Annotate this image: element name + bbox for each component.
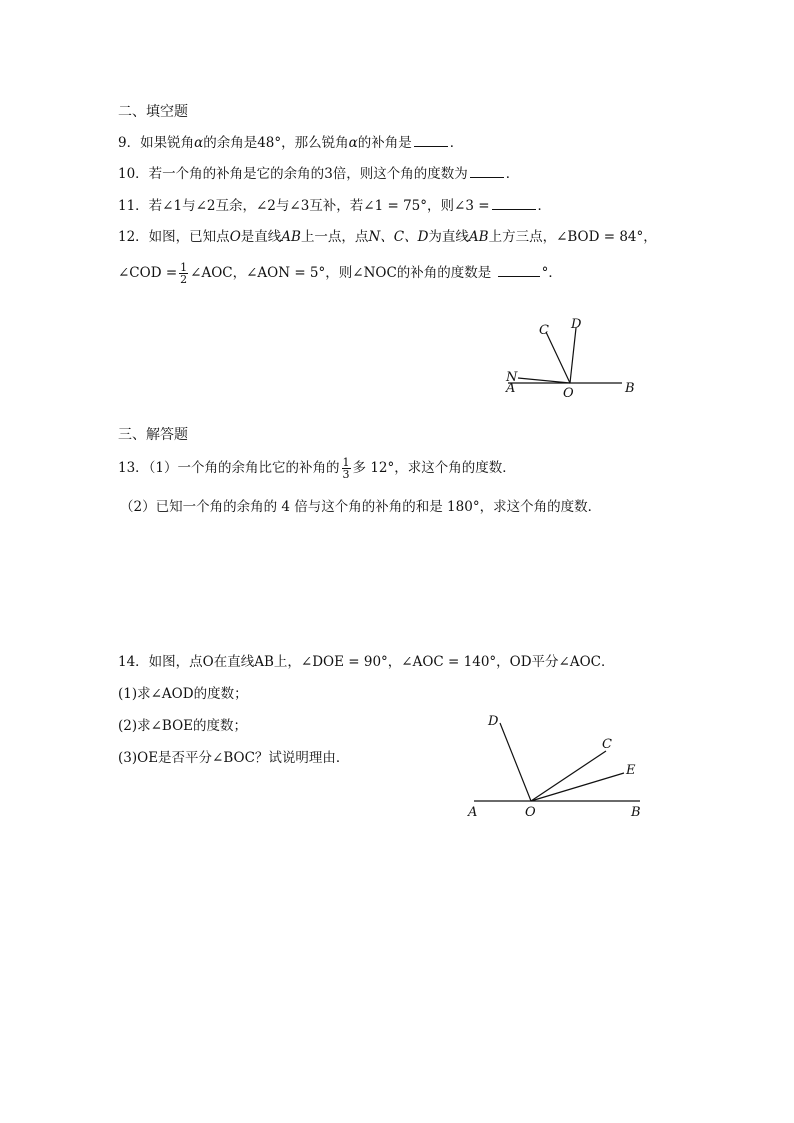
q9-text-c: ，那么锐角 [281,135,349,151]
q10-answer-blank[interactable] [470,164,504,178]
q13-text-a: 13．（1）一个角的余角比它的补角的 [118,460,340,476]
fig2-ray-od [500,723,531,801]
question-14: 14．如图，点O在直线AB上，∠DOE = 90°，∠AOC = 140°，OD平分∠AOC． [118,654,615,670]
q12-fraction-half [179,262,188,285]
q9-alpha-1: α [194,135,204,151]
q9-answer-blank[interactable] [414,133,448,147]
q12-text-c2: °． [541,265,562,281]
q9-text-b: 的余角是 [203,135,258,151]
fig1-label-c: C [539,323,549,338]
fig2-label-o: O [525,805,536,820]
fig2-ray-oe [531,773,624,801]
question-12-line-2 [118,260,562,286]
q12-cod-text: ∠COD = [118,265,178,281]
question-14-part-3: (3)OE是否平分∠BOC？试说明理由． [118,750,350,766]
q9-text-d: 的补角是 [357,135,412,151]
q13-fraction-num: 1 [342,456,350,469]
figure-q12 [490,310,650,400]
fig2-label-e: E [626,763,636,778]
fig1-ray-od [570,328,576,383]
question-13-part-2: （2）已知一个角的余角的 4 倍与这个角的补角的和是 180°，求这个角的度数． [120,499,602,515]
q11-text-a: 11．若∠1与∠2互余，∠2与∠3互补，若∠1 = 75°，则∠3 = [118,198,490,214]
q12-point-o: O [229,229,241,245]
q13-text-b: 多 12°，求这个角的度数． [352,460,516,476]
q12-text-b2: ∠AOC，∠AON = 5°，则∠NOC的补角的度数是 [190,265,492,281]
fig2-label-a: A [468,805,478,820]
q9-degree: 48° [257,135,282,151]
q9-text-a: 9．如果锐角 [118,135,195,151]
q13-fraction-den: 3 [342,468,350,481]
fig1-label-d: D [571,317,582,332]
fig2-label-d: D [488,714,499,729]
question-12-line-1 [118,227,657,247]
question-14-part-1: (1)求∠AOD的度数； [118,686,248,702]
q12-fraction-num: 1 [180,261,188,274]
fig2-ray-oc [531,751,606,801]
q9-text-e: ． [449,135,464,151]
q10-text-c: ． [505,166,520,182]
section-3-title: 三、解答题 [118,427,188,443]
q12-text-b: 是直线 [240,229,282,245]
question-14-part-2: (2)求∠BOE的度数； [118,718,248,734]
section-2-title: 二、填空题 [118,104,188,120]
question-10 [118,164,519,184]
fig1-label-b: B [625,381,635,396]
q10-text-b: 倍，则这个角的度数为 [332,166,468,182]
q12-fraction-den: 2 [180,273,188,286]
fig1-label-o: O [563,386,574,400]
question-9 [118,133,463,153]
q12-line-ab-2: AB [468,229,489,245]
q13-fraction-third [342,457,351,480]
q12-text-c: 上一点，点 [300,229,369,245]
figure-q14 [460,705,660,825]
question-13-part-1 [118,455,516,481]
q12-text-e: 上方三点，∠BOD = 84°， [488,229,657,245]
q12-text-a: 12．如图，已知点 [118,229,230,245]
fig1-label-n: N [506,370,518,385]
question-11 [118,196,551,216]
q12-text-d: 为直线 [428,229,469,245]
fig2-label-b: B [631,805,641,820]
q12-line-ab: AB [281,229,301,245]
fig2-label-c: C [602,737,612,752]
q11-text-b: ． [537,198,552,214]
fig1-label-a: A [506,381,516,396]
q12-points-ncd: N、C、D [368,229,429,245]
fig1-ray-oc [546,332,570,383]
q12-answer-blank[interactable] [498,263,540,277]
q9-alpha-2: α [348,135,358,151]
q11-answer-blank[interactable] [492,196,536,210]
fig1-ray-on [518,378,570,383]
q10-number: 3 [324,166,333,182]
q10-text-a: 10．若一个角的补角是它的余角的 [118,166,325,182]
